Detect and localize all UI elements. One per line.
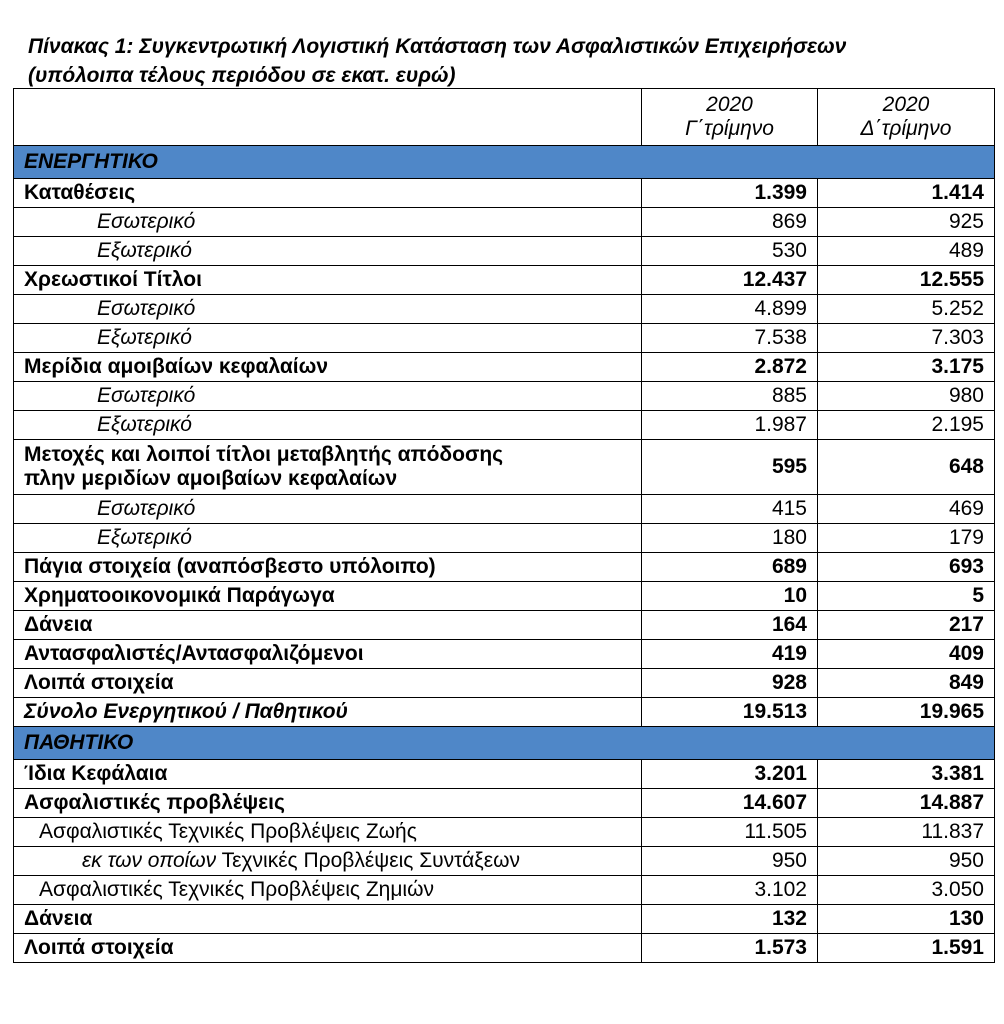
row-label: Εσωτερικό (14, 495, 642, 524)
row-value-q4: 130 (818, 905, 995, 934)
table-row (14, 611, 995, 640)
row-label: Εξωτερικό (14, 237, 642, 266)
row-value-q4: 217 (818, 611, 995, 640)
row-label: Εξωτερικό (14, 324, 642, 353)
section-assets-title: ΕΝΕΡΓΗΤΙΚΟ (14, 146, 995, 179)
row-value-q4: 3.175 (818, 353, 995, 382)
row-value-q4: 3.050 (818, 876, 995, 905)
table-row (14, 208, 995, 237)
row-value-q4: 14.887 (818, 789, 995, 818)
table-row (14, 324, 995, 353)
row-value-q3: 11.505 (642, 818, 818, 847)
row-value-q4: 1.414 (818, 179, 995, 208)
row-value-q3: 164 (642, 611, 818, 640)
row-value-q4: 409 (818, 640, 995, 669)
row-value-q3: 869 (642, 208, 818, 237)
row-value-q4: 19.965 (818, 698, 995, 727)
row-label: Καταθέσεις (14, 179, 642, 208)
row-value-q4: 179 (818, 524, 995, 553)
header-q4-year: 2020 (882, 93, 930, 116)
row-value-q3: 3.102 (642, 876, 818, 905)
row-label: Ίδια Κεφάλαια (14, 760, 642, 789)
row-label-line2: πλην μεριδίων αμοιβαίων κεφαλαίων (24, 467, 398, 490)
section-liabilities-title: ΠΑΘΗΤΙΚΟ (14, 727, 995, 760)
balance-sheet-table (13, 88, 995, 963)
header-empty-cell (14, 89, 642, 146)
row-value-q3: 3.201 (642, 760, 818, 789)
header-q3-period: Γ΄τρίμηνο (685, 117, 774, 140)
table-row (14, 818, 995, 847)
row-label: Αντασφαλιστές/Αντασφαλιζόμενοι (14, 640, 642, 669)
row-value-q3: 10 (642, 582, 818, 611)
row-label: Λοιπά στοιχεία (14, 669, 642, 698)
table-row (14, 582, 995, 611)
table-row (14, 640, 995, 669)
table-row (14, 295, 995, 324)
table-row (14, 179, 995, 208)
row-value-q3: 132 (642, 905, 818, 934)
table-row (14, 934, 995, 963)
table-row (14, 876, 995, 905)
row-value-q4: 648 (818, 440, 995, 495)
row-label: Δάνεια (14, 611, 642, 640)
row-label-prefix: εκ των οποίων (82, 849, 217, 872)
table-row (14, 789, 995, 818)
table-row (14, 553, 995, 582)
row-value-q3: 928 (642, 669, 818, 698)
row-value-q4: 849 (818, 669, 995, 698)
table-row (14, 905, 995, 934)
header-q3 (642, 89, 818, 146)
row-value-q3: 4.899 (642, 295, 818, 324)
row-value-q4: 3.381 (818, 760, 995, 789)
row-value-q3: 419 (642, 640, 818, 669)
table-row (14, 847, 995, 876)
row-label-line1: Μετοχές και λοιποί τίτλοι μεταβλητής απόδοσης (24, 443, 504, 466)
section-liabilities (14, 727, 995, 760)
row-value-q3: 2.872 (642, 353, 818, 382)
row-value-q4: 469 (818, 495, 995, 524)
row-value-q3: 950 (642, 847, 818, 876)
header-q4 (818, 89, 995, 146)
table-row (14, 524, 995, 553)
row-label: Λοιπά στοιχεία (14, 934, 642, 963)
caption-title: Πίνακας 1: Συγκεντρωτική Λογιστική Κατάσταση των Ασφαλιστικών Επιχειρήσεων (28, 35, 847, 58)
row-value-q4: 693 (818, 553, 995, 582)
row-value-q4: 489 (818, 237, 995, 266)
row-value-q4: 925 (818, 208, 995, 237)
row-value-q3: 1.573 (642, 934, 818, 963)
row-value-q3: 689 (642, 553, 818, 582)
row-label (14, 440, 642, 495)
table-row (14, 440, 995, 495)
row-label: Μερίδια αμοιβαίων κεφαλαίων (14, 353, 642, 382)
row-value-q4: 7.303 (818, 324, 995, 353)
table-caption (28, 32, 998, 90)
row-label: Εξωτερικό (14, 411, 642, 440)
row-value-q4: 12.555 (818, 266, 995, 295)
table-row (14, 411, 995, 440)
row-value-q4: 5.252 (818, 295, 995, 324)
row-label: Σύνολο Ενεργητικού / Παθητικού (14, 698, 642, 727)
header-q4-period: Δ΄τρίμηνο (860, 117, 952, 140)
row-value-q3: 1.399 (642, 179, 818, 208)
row-label: Εσωτερικό (14, 295, 642, 324)
row-value-q3: 7.538 (642, 324, 818, 353)
row-label: Εσωτερικό (14, 208, 642, 237)
row-label (14, 847, 642, 876)
section-assets (14, 146, 995, 179)
row-value-q4: 980 (818, 382, 995, 411)
row-value-q3: 180 (642, 524, 818, 553)
row-value-q4: 1.591 (818, 934, 995, 963)
row-value-q3: 12.437 (642, 266, 818, 295)
row-value-q3: 415 (642, 495, 818, 524)
row-value-q4: 2.195 (818, 411, 995, 440)
row-value-q3: 1.987 (642, 411, 818, 440)
row-label: Εσωτερικό (14, 382, 642, 411)
row-label: Δάνεια (14, 905, 642, 934)
row-value-q4: 950 (818, 847, 995, 876)
row-label: Ασφαλιστικές Τεχνικές Προβλέψεις Ζωής (14, 818, 642, 847)
row-label: Ασφαλιστικές προβλέψεις (14, 789, 642, 818)
row-value-q3: 14.607 (642, 789, 818, 818)
row-label: Εξωτερικό (14, 524, 642, 553)
row-value-q4: 11.837 (818, 818, 995, 847)
header-row (14, 89, 995, 146)
row-label-text: Τεχνικές Προβλέψεις Συντάξεων (216, 849, 520, 872)
table-row (14, 760, 995, 789)
row-value-q3: 19.513 (642, 698, 818, 727)
row-label: Ασφαλιστικές Τεχνικές Προβλέψεις Ζημιών (14, 876, 642, 905)
table-row (14, 266, 995, 295)
table-row (14, 495, 995, 524)
row-label: Χρηματοοικονομικά Παράγωγα (14, 582, 642, 611)
caption-subtitle: (υπόλοιπα τέλους περιόδου σε εκατ. ευρώ) (28, 64, 456, 87)
header-q3-year: 2020 (706, 93, 753, 116)
row-value-q3: 885 (642, 382, 818, 411)
table-row (14, 237, 995, 266)
row-value-q4: 5 (818, 582, 995, 611)
row-value-q3: 530 (642, 237, 818, 266)
row-label: Πάγια στοιχεία (αναπόσβεστο υπόλοιπο) (14, 553, 642, 582)
row-value-q3: 595 (642, 440, 818, 495)
table-row (14, 353, 995, 382)
table-row (14, 382, 995, 411)
row-label: Χρεωστικοί Τίτλοι (14, 266, 642, 295)
total-row (14, 698, 995, 727)
table-row (14, 669, 995, 698)
